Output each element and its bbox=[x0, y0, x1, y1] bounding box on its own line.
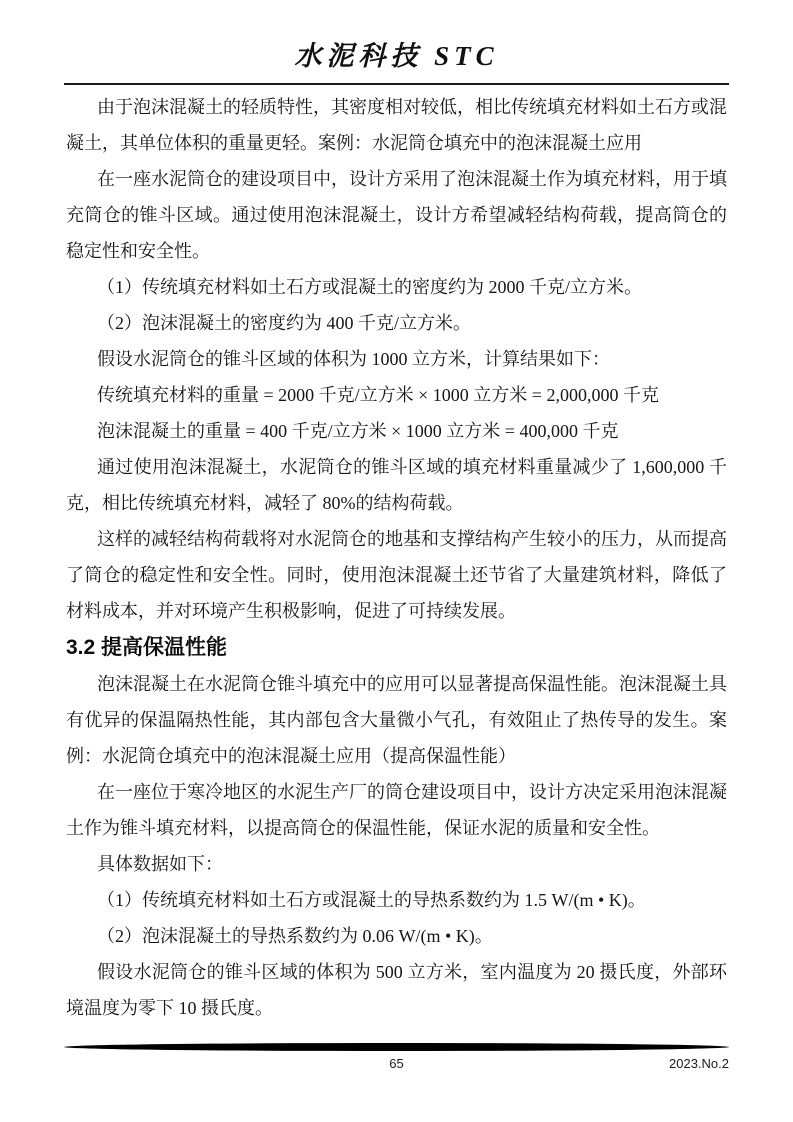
list-item-conductivity-traditional: （1）传统填充材料如土石方或混凝土的导热系数约为 1.5 W/(m • K)。 bbox=[97, 890, 646, 910]
issue-label: 2023.No.2 bbox=[669, 1056, 729, 1071]
list-item-density-traditional: （1）传统填充材料如土石方或混凝土的密度约为 2000 千克/立方米。 bbox=[97, 277, 642, 297]
paragraph-case-study-1: 在一座水泥筒仓的建设项目中，设计方采用了泡沫混凝土作为填充材料，用于填充筒仓的锥斗区域。通过使用泡沫混凝土，设计方希望减轻结构荷载，提高筒仓的稳定性和安全性。 bbox=[66, 169, 727, 261]
document-body bbox=[66, 89, 727, 1026]
journal-title: 水泥科技 STC bbox=[294, 41, 499, 71]
page-number: 65 bbox=[389, 1056, 404, 1071]
paragraph-lightweight-intro: 由于泡沫混凝土的轻质特性，其密度相对较低，相比传统填充材料如土石方或混凝土，其单位体积的重量更轻。案例：水泥筒仓填充中的泡沫混凝土应用 bbox=[66, 97, 727, 153]
list-item-density-foam: （2）泡沫混凝土的密度约为 400 千克/立方米。 bbox=[97, 313, 471, 333]
footer-rule bbox=[64, 1042, 729, 1052]
header-rule bbox=[64, 83, 729, 85]
list-item-conductivity-foam: （2）泡沫混凝土的导热系数约为 0.06 W/(m • K)。 bbox=[97, 926, 493, 946]
paragraph-case-study-2: 在一座位于寒冷地区的水泥生产厂的筒仓建设项目中，设计方决定采用泡沫混凝土作为锥斗填充材料，以提高筒仓的保温性能，保证水泥的质量和安全性。 bbox=[66, 782, 727, 838]
paragraph-temperature-assumption: 假设水泥筒仓的锥斗区域的体积为 500 立方米，室内温度为 20 摄氏度，外部环境温度为零下 10 摄氏度。 bbox=[66, 962, 727, 1018]
footer-line bbox=[64, 1055, 729, 1073]
paragraph-data-intro: 具体数据如下： bbox=[97, 854, 223, 874]
formula-traditional-weight: 传统填充材料的重量 = 2000 千克/立方米 × 1000 立方米 = 2,000,000 千克 bbox=[97, 385, 659, 405]
paragraph-weight-reduction: 通过使用泡沫混凝土，水泥筒仓的锥斗区域的填充材料重量减少了 1,600,000 千克，相比传统填充材料，减轻了 80%的结构荷载。 bbox=[66, 457, 727, 513]
page-header bbox=[0, 0, 793, 85]
formula-foam-weight: 泡沫混凝土的重量 = 400 千克/立方米 × 1000 立方米 = 400,000 千克 bbox=[97, 421, 619, 441]
section-heading-3-2: 3.2 提高保温性能 bbox=[66, 636, 228, 659]
paragraph-insulation-intro: 泡沫混凝土在水泥筒仓锥斗填充中的应用可以显著提高保温性能。泡沫混凝土具有优异的保温隔热性能，其内部包含大量微小气孔，有效阻止了热传导的发生。案例：水泥筒仓填充中的泡沫混凝土应用（提高保温性能） bbox=[66, 674, 727, 766]
paragraph-structural-benefits: 这样的减轻结构荷载将对水泥筒仓的地基和支撑结构产生较小的压力，从而提高了筒仓的稳定性和安全性。同时，使用泡沫混凝土还节省了大量建筑材料，降低了材料成本，并对环境产生积极影响，促进了可持续发展。 bbox=[66, 529, 727, 621]
paragraph-volume-assumption: 假设水泥筒仓的锥斗区域的体积为 1000 立方米，计算结果如下： bbox=[97, 349, 610, 369]
page-footer bbox=[64, 1042, 729, 1073]
